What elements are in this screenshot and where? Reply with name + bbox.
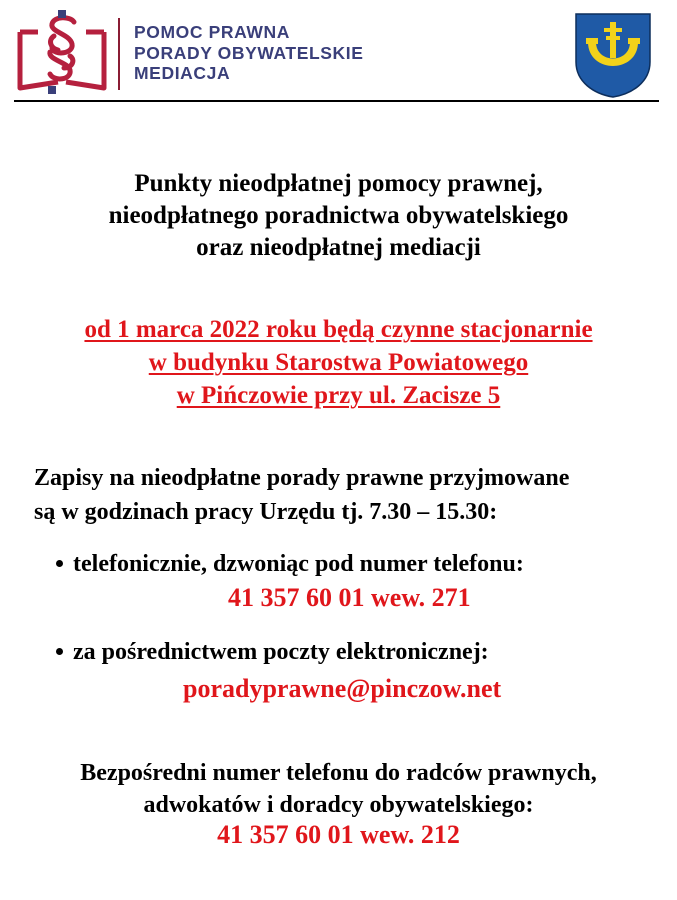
- registration-line: są w godzinach pracy Urzędu tj. 7.30 – 15.30:: [34, 499, 498, 525]
- location-line: w budynku Starostwa Powiatowego: [148, 349, 529, 376]
- phone-number-271[interactable]: 41 357 60 01 wew. 271: [228, 583, 471, 612]
- location-line: od 1 marca 2022 roku będą czynne stacjonarnie: [84, 316, 593, 343]
- location-line: w Pińczowie przy ul. Zacisze 5: [176, 382, 501, 409]
- title: [0, 168, 677, 264]
- phone-option: [56, 549, 524, 579]
- coat-of-arms-icon: [574, 12, 652, 98]
- logo-text: [134, 22, 364, 84]
- bullet-icon: [56, 560, 63, 567]
- logo-line: POMOC PRAWNA: [134, 22, 290, 42]
- registration-line: Zapisy na nieodpłatne porady prawne przyjmowane: [34, 465, 570, 491]
- header-rule: [14, 100, 659, 102]
- phone-option-label: telefonicznie, dzwoniąc pod numer telefonu:: [73, 551, 524, 577]
- direct-line: adwokatów i doradcy obywatelskiego:: [143, 792, 534, 818]
- legal-aid-logo-icon: [14, 10, 110, 98]
- email-option-label: za pośrednictwem poczty elektronicznej:: [73, 639, 489, 665]
- title-line: nieodpłatnego poradnictwa obywatelskiego: [108, 202, 569, 229]
- title-line: oraz nieodpłatnej mediacji: [196, 234, 481, 261]
- logo-line: PORADY OBYWATELSKIE: [134, 42, 364, 63]
- registration-info: [34, 461, 569, 529]
- email-option: [56, 637, 489, 667]
- phone-number-212[interactable]: 41 357 60 01 wew. 212: [217, 820, 460, 849]
- location-notice: [0, 313, 677, 412]
- header: [0, 0, 677, 105]
- title-line: Punkty nieodpłatnej pomocy prawnej,: [134, 170, 543, 197]
- bullet-icon: [56, 648, 63, 655]
- direct-line: Bezpośredni numer telefonu do radców prawnych,: [80, 760, 597, 786]
- svg-text:w: w: [617, 56, 624, 66]
- direct-contact: [0, 757, 677, 821]
- logo-line: MEDIACJA: [134, 63, 231, 83]
- logo-divider: [118, 18, 120, 90]
- email-address[interactable]: poradyprawne@pinczow.net: [183, 674, 502, 703]
